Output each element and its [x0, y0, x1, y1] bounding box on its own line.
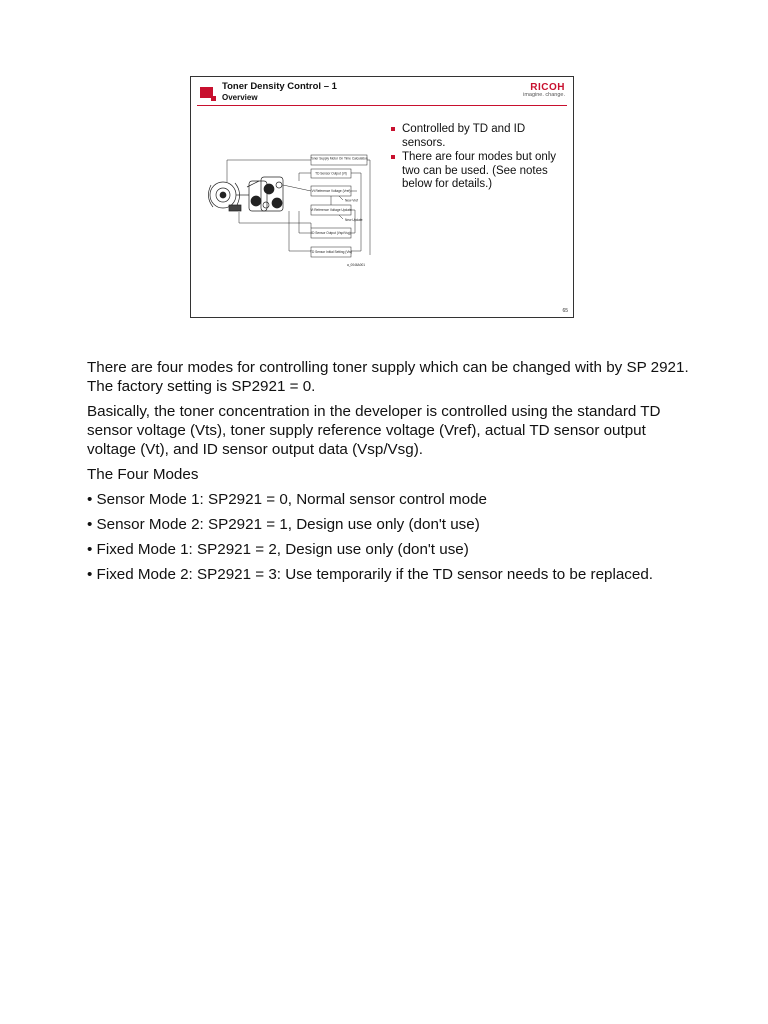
brand-name: RICOH	[530, 82, 565, 93]
notes-heading: The Four Modes	[87, 466, 199, 483]
diagram-box-6: TD Sensor Initial Setting (Vts)	[310, 250, 352, 254]
slide-bullet: There are four modes but only two can be used. (See notes below for details.)	[389, 151, 569, 192]
diagram-box-2: TD Sensor Output (Vt)	[315, 171, 347, 176]
developer-unit-illustration	[208, 177, 283, 211]
slide-page-number: 65	[562, 308, 568, 314]
notes-body	[87, 358, 697, 590]
notes-list-item: • Sensor Mode 2: SP2921 = 1, Design use only (don't use)	[87, 516, 480, 533]
diagram-note-new-vref: New Vref	[345, 198, 358, 203]
slide-bullet: Controlled by TD and ID sensors.	[389, 123, 569, 150]
slide-bullet-list	[389, 123, 569, 193]
notes-list-item: • Fixed Mode 1: SP2921 = 2, Design use only (don't use)	[87, 541, 469, 558]
diagram-figure-id: a_0046A001	[347, 263, 366, 267]
slide-logo-icon	[200, 87, 213, 98]
notes-paragraph: There are four modes for controlling toner supply which can be changed with by SP 2921. The factory setting is SP2921 = 0.	[87, 359, 689, 395]
notes-paragraph: Basically, the toner concentration in the developer is controlled using the standard TD sensor voltage (Vts), toner supply reference voltage (Vref), actual TD sensor output voltage (Vt), and ID sensor output data (Vsp/Vsg).	[87, 403, 661, 458]
toner-control-diagram	[199, 145, 374, 270]
slide-thumbnail	[190, 76, 574, 318]
brand-tagline: imagine. change.	[523, 92, 565, 98]
slide-title: Toner Density Control – 1	[222, 81, 337, 92]
diagram-box-4: Vt Reference Voltage Update	[310, 208, 352, 212]
diagram-box-5: ID Sensor Output (Vsp/Vsg)	[311, 231, 351, 235]
notes-list-item: • Sensor Mode 1: SP2921 = 0, Normal sensor control mode	[87, 491, 487, 508]
slide-subtitle: Overview	[222, 93, 258, 102]
brand-logo	[523, 82, 565, 98]
diagram-box-3: Vt Reference Voltage (Vref)	[311, 189, 351, 193]
diagram-box-1: Toner Supply Motor On Time Calculation	[310, 156, 368, 161]
diagram-note-new-update: New Update	[345, 218, 363, 222]
slide-divider	[197, 105, 567, 106]
notes-list-item: • Fixed Mode 2: SP2921 = 3: Use temporarily if the TD sensor needs to be replaced.	[87, 566, 654, 583]
